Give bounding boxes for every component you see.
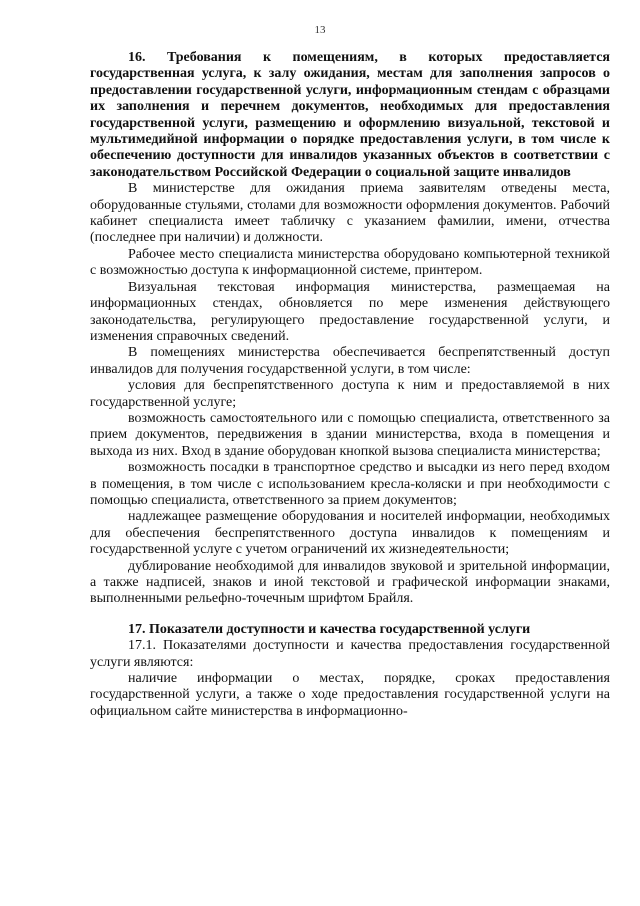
section-17-heading: 17. Показатели доступности и качества государственной услуги — [128, 621, 531, 637]
paragraph: Рабочее место специалиста министерства оборудовано компьютерной техникой с возможностью доступа к информационной системе, принтером. — [90, 246, 610, 279]
page-body — [90, 50, 610, 720]
paragraph: возможность самостоятельного или с помощью специалиста, ответственного за прием документов, передвижения в здании министерства, входа в помещения и выхода из них. Вход в здание оборудован кнопкой вызова специалиста министерства; — [90, 410, 610, 459]
paragraph: дублирование необходимой для инвалидов звуковой и зрительной информации, а также надписей, знаков и иной текстовой и графической информации знаками, выполненными рельефно-точечным шрифтом Брайля. — [90, 558, 610, 607]
paragraph: возможность посадки в транспортное средство и высадки из него перед входом в помещения, в том числе с использованием кресла-коляски и при необходимости с помощью специалиста, ответственного за прием документов; — [90, 460, 610, 508]
paragraph: надлежащее размещение оборудования и носителей информации, необходимых для обеспечения беспрепятственного доступа инвалидов к помещениям и государственной услуге с учетом ограничений их жизнедеятельности; — [90, 509, 610, 558]
paragraph: наличие информации о местах, порядке, сроках предоставления государственной услуги, а также о ходе предоставления государственной услуги на официальном сайте министерства в информационно- — [90, 671, 610, 719]
paragraph: 17.1. Показателями доступности и качества предоставления государственной услуги являются: — [90, 638, 610, 670]
section-16-heading: 16. Требования к помещениям, в которых предоставляется государственная услуга, к залу ожидания, местам для заполнения запросов о предоставлении государственной услуги, информационным стендам с образцами их заполнения и перечнем документов, необходимых для предоставления государственной услуги, размещению и оформлению визуальной, текстовой и мультимедийной информации о порядке предоставления услуги, в том числе к обеспечению доступности для инвалидов указанных объектов в соответствии с законодательством Российской Федерации о социальной защите инвалидов — [90, 50, 610, 180]
page-number: 13 — [314, 24, 326, 36]
paragraph: В министерстве для ожидания приема заявителям отведены места, оборудованные стульями, столами для возможности оформления документов. Рабочий кабинет специалиста имеет табличку с указанием фамилии, имени, отчества (последнее при наличии) и должности. — [90, 181, 610, 246]
paragraph: В помещениях министерства обеспечивается беспрепятственный доступ инвалидов для получения государственной услуги, в том числе: — [90, 345, 610, 377]
paragraph: Визуальная текстовая информация министерства, размещаемая на информационных стендах, обновляется по мере изменения действующего законодательства, регулирующего предоставление государственной услуги, и изменения справочных сведений. — [90, 279, 610, 344]
paragraph: условия для беспрепятственного доступа к ним и предоставляемой в них государственной услуге; — [90, 378, 610, 410]
